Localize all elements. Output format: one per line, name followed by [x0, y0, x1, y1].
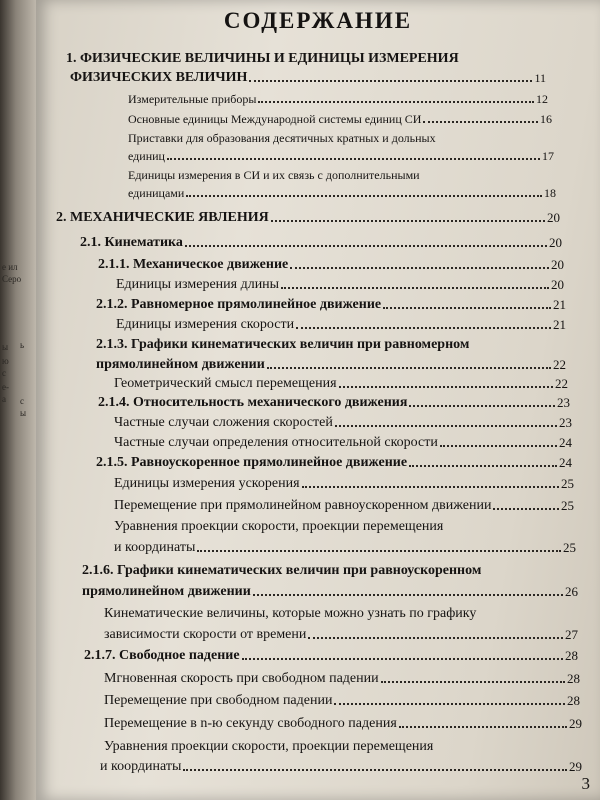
toc-entry: [128, 112, 552, 127]
dot-leader: [197, 550, 561, 552]
toc-entry: Уравнения проекции скорости, проекции перемещения: [104, 739, 434, 754]
toc-page-number: 18: [544, 186, 556, 200]
toc-page-number: 16: [540, 112, 552, 126]
toc-entry-label: 2.1.1. Механическое движение: [98, 257, 289, 272]
toc-entry-label: единиц: [128, 149, 165, 163]
edge-text-fragment: ь: [20, 340, 25, 350]
dot-leader: [186, 195, 542, 197]
toc-page-number: 21: [553, 317, 566, 332]
edge-text-fragment: а: [2, 394, 6, 404]
toc-entry: [96, 455, 572, 471]
dot-leader: [242, 658, 563, 660]
dot-leader: [339, 386, 553, 388]
toc-page-number: 24: [559, 455, 572, 470]
toc-page-number: 27: [565, 627, 578, 642]
toc-page-number: 12: [536, 92, 548, 106]
toc-page-number: 20: [547, 210, 560, 225]
toc-entry: Приставки для образования десятичных кратных и дольных: [128, 131, 436, 145]
edge-text-fragment: Серо: [2, 274, 22, 284]
toc-page-number: 26: [565, 584, 578, 599]
toc-page-number: 21: [553, 297, 566, 312]
toc-page-number: 25: [563, 540, 576, 555]
page-number: 3: [581, 774, 590, 793]
dot-leader: [281, 287, 549, 289]
toc-page-number: 23: [559, 415, 572, 430]
toc-page-number: 11: [534, 71, 546, 85]
adjacent-page-edge: [0, 0, 40, 800]
dot-leader: [253, 594, 563, 596]
toc-entry-label: прямолинейном движении: [96, 357, 265, 372]
toc-entry: [114, 540, 576, 556]
dot-leader: [334, 703, 565, 705]
toc-page-number: 28: [567, 671, 580, 686]
toc-page-number: 29: [569, 759, 582, 774]
dot-leader: [271, 220, 545, 222]
dot-leader: [258, 101, 534, 103]
toc-entry: [96, 357, 566, 373]
dot-leader: [267, 367, 551, 369]
toc-entry: [128, 149, 554, 164]
toc-entry: [96, 297, 566, 313]
toc-entry-label: 2.1.7. Свободное падение: [84, 648, 240, 663]
toc-entry-label: Частные случаи определения относительной скорости: [114, 435, 438, 450]
toc-entry: [116, 277, 564, 293]
toc-page-number: 22: [555, 376, 568, 391]
toc-entry: [128, 92, 548, 107]
toc-entry-label: Единицы измерения длины: [116, 277, 280, 292]
toc-entry: Единицы измерения в СИ и их связь с дополнительными: [128, 168, 420, 182]
toc-page-number: 28: [565, 648, 578, 663]
toc-entry: [116, 317, 566, 333]
toc-entry-label: единицами: [128, 186, 185, 200]
toc-entry-label: Основные единицы Международной системы единиц СИ: [128, 112, 422, 126]
toc-entry-label: 2.1.2. Равномерное прямолинейное движение: [96, 297, 382, 312]
dot-leader: [296, 327, 551, 329]
dot-leader: [167, 158, 540, 160]
edge-text-fragment: е-: [2, 382, 9, 392]
toc-entry: [114, 435, 572, 451]
toc-entry-label: и координаты: [100, 759, 182, 774]
edge-text-fragment: ы: [2, 342, 9, 352]
toc-entry: [80, 235, 562, 251]
toc-entry: [104, 693, 580, 709]
toc-entry-label: Перемещение в n-ю секунду свободного падения: [104, 716, 397, 731]
dot-leader: [409, 405, 555, 407]
toc-entry-label: Измерительные приборы: [128, 92, 257, 106]
toc-entry: [114, 376, 568, 392]
toc-page-number: 17: [542, 149, 554, 163]
toc-page-number: 29: [569, 716, 582, 731]
toc-page-number: 20: [551, 277, 564, 292]
edge-text-fragment: ы: [20, 408, 27, 418]
toc-entry-label: Перемещение при прямолинейном равноускоренном движении: [114, 498, 492, 513]
toc-entry-label: Единицы измерения ускорения: [114, 476, 300, 491]
toc-page-number: 25: [561, 476, 574, 491]
toc-entry: 2.1.3. Графики кинематических величин при равномерном: [96, 337, 470, 352]
toc-entry: [98, 395, 570, 411]
toc-entry-label: Мгновенная скорость при свободном падении: [104, 671, 379, 686]
toc-entry: [104, 671, 580, 687]
edge-text-fragment: ю: [2, 356, 9, 366]
toc-entry-label: Единицы измерения скорости: [116, 317, 295, 332]
toc-entry-label: 2.1.4. Относительность механического движения: [98, 395, 408, 410]
toc-entry: [114, 415, 572, 431]
toc-entry: [100, 759, 582, 775]
toc-page-number: 24: [559, 435, 572, 450]
toc-entry: [98, 257, 564, 273]
toc-page-number: 23: [557, 395, 570, 410]
toc-entry: 1. ФИЗИЧЕСКИЕ ВЕЛИЧИНЫ И ЕДИНИЦЫ ИЗМЕРЕНИЯ: [66, 51, 459, 66]
toc-entry: [114, 476, 574, 492]
dot-leader: [381, 681, 565, 683]
toc-page-number: 28: [567, 693, 580, 708]
dot-leader: [183, 769, 567, 771]
dot-leader: [423, 121, 538, 123]
toc-page-number: 20: [549, 235, 562, 250]
toc-page-number: 22: [553, 357, 566, 372]
edge-text-fragment: с: [20, 396, 24, 406]
dot-leader: [399, 726, 567, 728]
toc-entry: [56, 210, 560, 226]
toc-entry-label: Геометрический смысл перемещения: [114, 376, 337, 391]
dot-leader: [308, 637, 563, 639]
toc-page-number: 20: [551, 257, 564, 272]
dot-leader: [440, 445, 557, 447]
toc-entry-label: 2.1. Кинематика: [80, 235, 183, 250]
toc-entry: [128, 186, 556, 201]
toc-entry-label: зависимости скорости от времени: [104, 627, 307, 642]
toc-entry: [84, 648, 578, 664]
book-page: [36, 0, 600, 800]
edge-text-fragment: е ил: [2, 262, 18, 272]
toc-entry-label: Частные случаи сложения скоростей: [114, 415, 333, 430]
toc-entry-label: Перемещение при свободном падении: [104, 693, 333, 708]
edge-text-fragment: с: [2, 368, 6, 378]
toc-entry: [104, 627, 578, 643]
dot-leader: [383, 307, 551, 309]
dot-leader: [302, 486, 559, 488]
toc-entry-label: 2. МЕХАНИЧЕСКИЕ ЯВЛЕНИЯ: [56, 210, 269, 225]
toc-entry-label: прямолинейном движении: [82, 584, 251, 599]
toc-entry: 2.1.6. Графики кинематических величин при равноускоренном: [82, 563, 482, 578]
dot-leader: [493, 508, 559, 510]
toc-entry: Уравнения проекции скорости, проекции перемещения: [114, 519, 444, 534]
page-title: СОДЕРЖАНИЕ: [223, 8, 413, 33]
dot-leader: [335, 425, 557, 427]
toc-page-number: 25: [561, 498, 574, 513]
toc-entry: [114, 498, 574, 514]
dot-leader: [290, 267, 549, 269]
dot-leader: [249, 80, 532, 82]
dot-leader: [185, 245, 547, 247]
toc-entry: [82, 584, 578, 600]
toc-entry: Кинематические величины, которые можно узнать по графику: [104, 606, 477, 621]
toc-entry-label: и координаты: [114, 540, 196, 555]
dot-leader: [409, 465, 557, 467]
toc-entry: [70, 70, 546, 86]
toc-entry-label: ФИЗИЧЕСКИХ ВЕЛИЧИН: [70, 70, 248, 85]
toc-entry-label: 2.1.5. Равноускоренное прямолинейное движение: [96, 455, 408, 470]
toc-entry: [104, 716, 582, 732]
